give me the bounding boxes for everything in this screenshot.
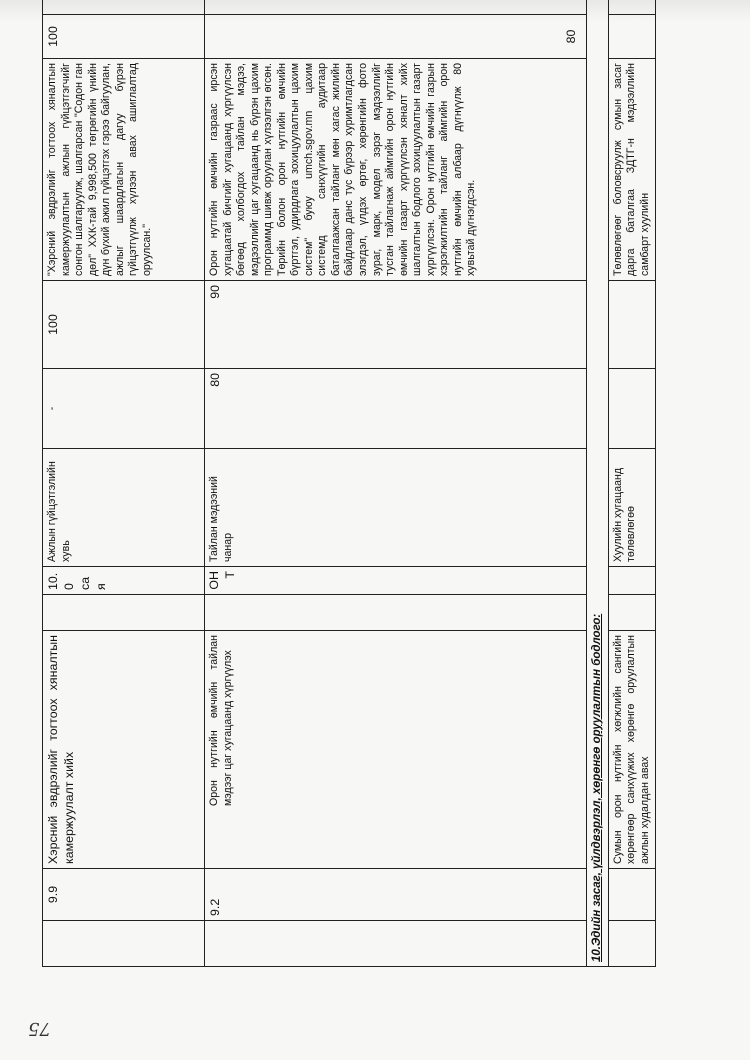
blank-cell [205,0,587,15]
page-number: 75 [28,1018,51,1039]
baseline-cell: - [43,369,205,449]
section-title: 10.Эдийн засаг, үйлдвэрлэл, хөрөнгө оруулалтын бодлого: [587,0,609,967]
indicator-cell: Хуулийн хугацаанд төлөвлөгөө [608,449,656,567]
table-row-10-1 [608,0,656,967]
table-row-9-2 [205,0,587,967]
blank-cell [608,369,656,449]
indicator-cell: Тайлан мэдээний чанар [205,449,587,567]
blank-cell [205,595,587,631]
blank-cell [608,281,656,369]
score-cell: 80 [205,15,587,59]
report-cell: Орон нутгийн өмчийн газраас ирсэн хугацаатай бичгийг хугацаанд хүргүүлсэн бөгөөд холбогдох тайлан мэдээ, мэдээллийг цаг хугацаанд нь бүрэн цахим программд шивж оруулан хүлээлгэн өгсөн. Төрийн болон орон нутгийн өмчийн бүртгэл, удирдлага зохицуулалтын цахим систем" буюу umch.sgov.mn цахим системд санхүүгийн аудитаар баталгаажсан тайланг мөн хагас жилийн байдлаар данс тус бүрээр хуримтлагдсан элэгдэл, үлдэх өртөг, хөрөнгийн фото зураг, марк, модел зэрэг мэдээллийг тусган тайлагнаж аймгийн орон нутгийн өмчийн газарт хүргүүлсэн хяналт хийх шалгалтын бодлого зохицуулалтын газарт хүргүүлсэн. Орон нутгийн өмчийн газрын хэрэгжилтийн тайланг аймгийн орон нутгийн өмчийн албаар дүгнүүлж 80 хувьтай дүгнэгдсэн. [205,59,587,281]
target-cell: 90 [205,281,587,369]
report-cell: "Хэрсний эвдрэлийг тогтоох хяналтын камержуулалтын ажлын гүйцэтгэгчийг сонгон шалгаруулж, шалгарсан "Содон ган дөл" ХХК-тай 9,998,500 төгрөгийн үнийн дүн бүхий ажил гүйцэтгэх гэрээ байгуулан, ажлыг шаардлагын дагуу бүрэн гүйцэтгүүлж хүлээн авах ашиглалтад оруулсан." [43,59,205,281]
blank-cell [43,921,205,967]
baseline-cell: 80 [205,369,587,449]
blank-cell [608,869,656,921]
score-cell: 100 [43,15,205,59]
target-cell: 100 [43,281,205,369]
blank-cell [43,0,205,15]
rotated-report-sheet [42,26,659,967]
row-number: 9.9 [43,869,205,921]
blank-cell [205,921,587,967]
blank-cell [608,15,656,59]
blank-cell [608,595,656,631]
blank-cell [608,0,656,15]
report-cell: Төлөвлөгөөг боловсруулж сумын засаг дарга баталгаа ЗДТГ-н мэдээллийн самбарт хуулийн [608,59,656,281]
blank-cell [43,595,205,631]
budget-cell: ОНТ [205,567,587,595]
goal-cell: Орон нутгийн өмчийн тайлан мэдээг цаг хугацаанд хүргүүлэх [205,631,587,869]
budget-cell: 10.0 сая [43,567,205,595]
goal-cell: Хэрсний эвдрэлийг тогтоох хяналтын камержуулалт хийх [43,631,205,869]
table-row-9-9 [43,0,205,967]
blank-cell [608,921,656,967]
goal-cell: Сумын орон нутгийн хөгжлийн сангийн хөрөнгөөр санхүүжих хөрөнгө оруулалтын ажлын худалдан авах [608,631,656,869]
section-header-row [587,0,609,967]
budget-cell [608,567,656,595]
evaluation-table [42,0,656,967]
row-number: 9.2 [205,869,587,921]
indicator-cell: Ажлын гүйцэтгэлийн хувь [43,449,205,567]
